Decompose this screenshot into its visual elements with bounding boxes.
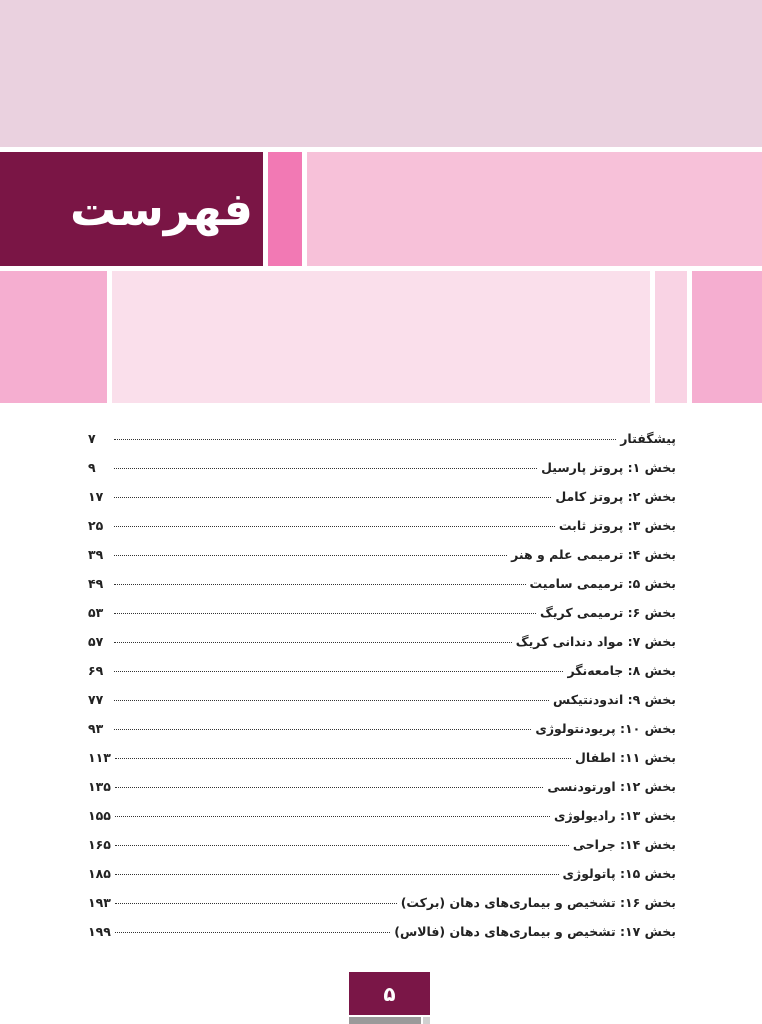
page-number: ۵ xyxy=(349,972,430,1015)
dot-leader xyxy=(114,642,512,643)
toc-entry-label: بخش ۳: پروتز ثابت xyxy=(558,518,676,533)
toc-entry-page: ۱۹۳ xyxy=(88,895,111,910)
toc-entry-page: ۴۹ xyxy=(88,576,104,591)
toc-entry[interactable] xyxy=(88,750,676,779)
toc-entry-label: بخش ۱۴: جراحی xyxy=(572,837,676,852)
toc-entry[interactable] xyxy=(88,866,676,895)
toc-entry-page: ۹۳ xyxy=(88,721,104,736)
dot-leader xyxy=(114,497,551,498)
toc-entry-label: بخش ۱۱: اطفال xyxy=(575,750,676,765)
toc-entry-page: ۱۶۵ xyxy=(88,837,111,852)
dot-leader xyxy=(114,468,537,469)
toc-entry[interactable] xyxy=(88,634,676,663)
dot-leader xyxy=(115,874,559,875)
toc-entry[interactable] xyxy=(88,605,676,634)
toc-entry-label: بخش ۲: پروتز کامل xyxy=(555,489,676,504)
toc-entry-page: ۵۳ xyxy=(88,605,104,620)
center-light-panel xyxy=(112,271,650,403)
toc-entry[interactable] xyxy=(88,692,676,721)
toc-entry-label: بخش ۱۰: پریودنتولوژی xyxy=(535,721,676,736)
table-of-contents xyxy=(88,431,676,953)
accent-strip xyxy=(268,152,302,266)
dot-leader xyxy=(115,758,571,759)
footer-bar xyxy=(349,1017,421,1024)
toc-entry-page: ۹ xyxy=(88,460,96,475)
toc-entry-page: ۷ xyxy=(88,431,96,446)
toc-entry-label: بخش ۱۵: پاتولوژی xyxy=(562,866,676,881)
toc-entry-page: ۱۷ xyxy=(88,489,104,504)
toc-entry-page: ۱۸۵ xyxy=(88,866,111,881)
dot-leader xyxy=(114,671,563,672)
dot-leader xyxy=(114,526,555,527)
page-title: فهرست xyxy=(69,182,253,236)
header-pink-panel xyxy=(307,152,762,266)
toc-entry-label: بخش ۷: مواد دندانی کریگ xyxy=(515,634,676,649)
toc-entry-label: بخش ۱: پروتز پارسیل xyxy=(541,460,676,475)
left-pink-block xyxy=(0,271,107,403)
toc-entry[interactable] xyxy=(88,924,676,953)
toc-entry-page: ۶۹ xyxy=(88,663,104,678)
toc-entry[interactable] xyxy=(88,895,676,924)
dot-leader xyxy=(114,439,616,440)
toc-entry[interactable] xyxy=(88,663,676,692)
toc-entry-page: ۲۵ xyxy=(88,518,104,533)
toc-entry[interactable] xyxy=(88,808,676,837)
toc-entry-label: بخش ۹: اندودنتیکس xyxy=(553,692,676,707)
dot-leader xyxy=(114,555,507,556)
dot-leader xyxy=(114,584,526,585)
toc-entry-label: بخش ۱۳: رادیولوژی xyxy=(554,808,676,823)
dot-leader xyxy=(114,700,549,701)
toc-entry[interactable] xyxy=(88,547,676,576)
toc-entry-label: بخش ۱۷: تشخیص و بیماری‌های دهان (فالاس) xyxy=(394,924,676,939)
dot-leader xyxy=(115,903,397,904)
toc-entry-page: ۵۷ xyxy=(88,634,104,649)
toc-entry-label: بخش ۴: ترمیمی علم و هنر xyxy=(511,547,676,562)
toc-entry-label: بخش ۸: جامعه‌نگر xyxy=(567,663,676,678)
toc-entry[interactable] xyxy=(88,837,676,866)
toc-entry[interactable] xyxy=(88,489,676,518)
toc-entry-page: ۱۵۵ xyxy=(88,808,111,823)
narrow-light-strip xyxy=(655,271,687,403)
right-pink-block xyxy=(692,271,762,403)
toc-entry-label: بخش ۱۶: تشخیص و بیماری‌های دهان (برکت) xyxy=(400,895,676,910)
footer-bar-light xyxy=(423,1017,430,1024)
toc-entry[interactable] xyxy=(88,460,676,489)
toc-entry[interactable] xyxy=(88,518,676,547)
dot-leader xyxy=(115,787,544,788)
toc-entry-page: ۱۹۹ xyxy=(88,924,111,939)
toc-entry-page: ۱۳۵ xyxy=(88,779,111,794)
toc-entry-page: ۷۷ xyxy=(88,692,104,707)
dot-leader xyxy=(114,613,536,614)
toc-entry-label: بخش ۱۲: اورتودنسی xyxy=(547,779,676,794)
dot-leader xyxy=(115,816,550,817)
dot-leader xyxy=(114,729,531,730)
toc-entry-label: بخش ۵: ترمیمی سامیت xyxy=(529,576,676,591)
dot-leader xyxy=(115,932,390,933)
toc-entry[interactable] xyxy=(88,779,676,808)
toc-entry[interactable] xyxy=(88,431,676,460)
toc-entry-page: ۳۹ xyxy=(88,547,104,562)
toc-entry[interactable] xyxy=(88,721,676,750)
toc-entry-label: بخش ۶: ترمیمی کریگ xyxy=(540,605,676,620)
toc-entry-label: پیشگفتار xyxy=(620,431,676,446)
toc-entry[interactable] xyxy=(88,576,676,605)
top-band xyxy=(0,0,762,147)
toc-entry-page: ۱۱۳ xyxy=(88,750,111,765)
dot-leader xyxy=(115,845,569,846)
